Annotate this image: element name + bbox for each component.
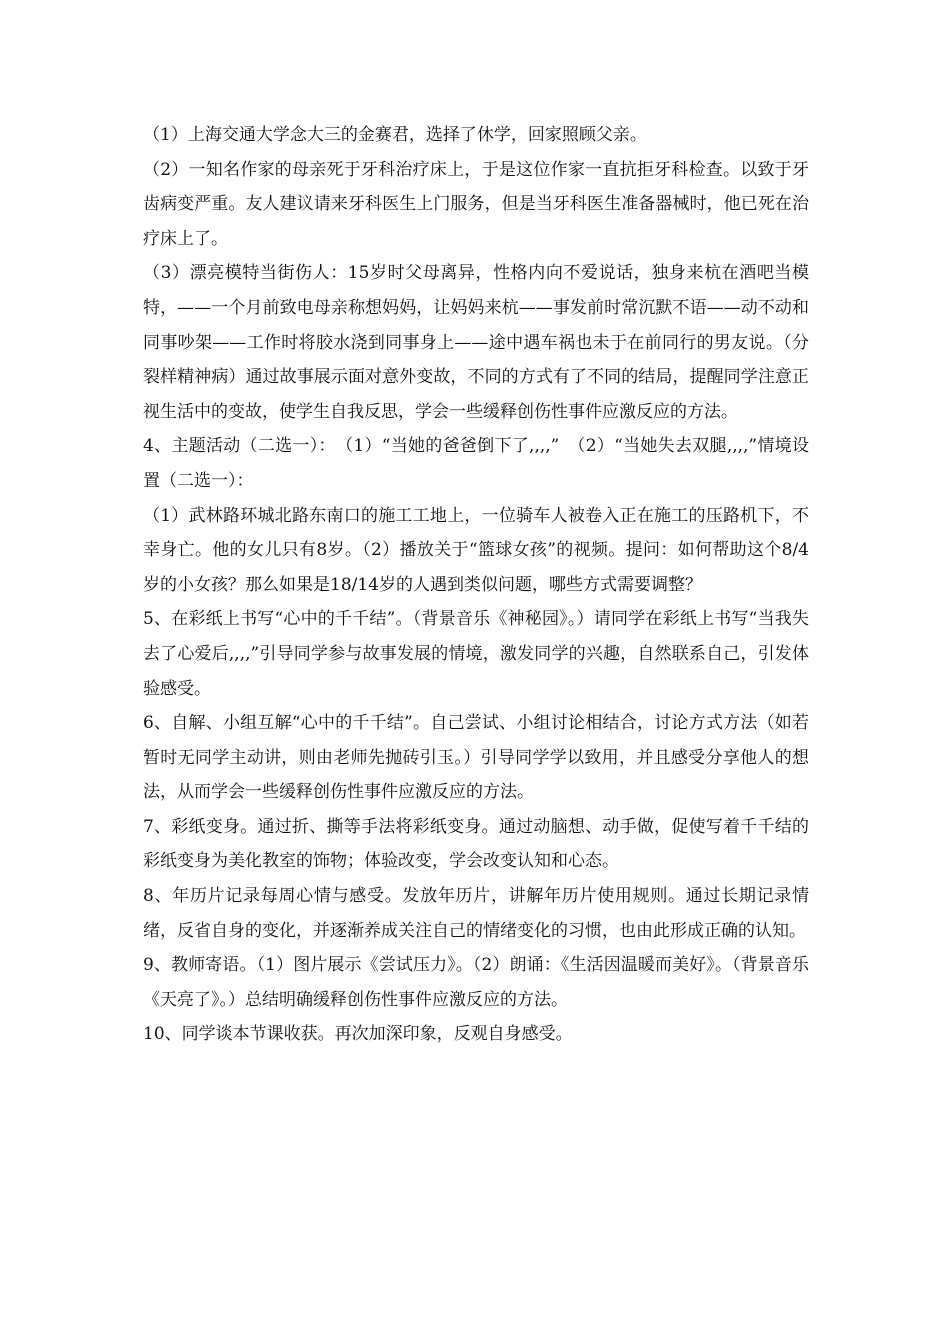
document-body	[143, 118, 809, 1052]
paragraph-case-2: （2）一知名作家的母亲死于牙科治疗床上，于是这位作家一直抗拒牙科检查。以致于牙齿病变严重。友人建议请来牙科医生上门服务，但是当牙科医生准备器械时，他已死在治疗床上了。	[143, 159, 809, 249]
paragraph-case-3: （3）漂亮模特当街伤人：15岁时父母离异，性格内向不爱说话，独身来杭在酒吧当模特，——一个月前致电母亲称想妈妈，让妈妈来杭——事发前时常沉默不语——动不动和同事吵架——工作时将胶水浇到同事身上——途中遇车祸也未于在前同行的男友说。（分裂样精神病）通过故事展示面对意外变故，不同的方式有了不同的结局，提醒同学注意正视生活中的变故，使学生自我反思，学会一些缓释创伤性事件应激反应的方法。	[143, 263, 809, 422]
paragraph-step-10: 10、同学谈本节课收获。再次加深印象，反观自身感受。	[143, 1024, 573, 1045]
paragraph-step-9: 9、教师寄语。（1）图片展示《尝试压力》。（2）朗诵：《生活因温暖而美好》。（背景音乐《天亮了》。）总结明确缓释创伤性事件应激反应的方法。	[143, 955, 809, 1010]
paragraph-step-6: 6、自解、小组互解“心中的千千结”。自己尝试、小组讨论相结合，讨论方式方法（如若暂时无同学主动讲，则由老师先抛砖引玉。）引导同学学以致用，并且感受分享他人的想法，从而学会一些缓释创伤性事件应激反应的方法。	[143, 713, 809, 803]
paragraph-scenario: （1）武林路环城北路东南口的施工工地上，一位骑车人被卷入正在施工的压路机下，不幸身亡。他的女儿只有8岁。（2）播放关于“篮球女孩”的视频。提问：如何帮助这个8/4岁的小女孩？那么如果是18/14岁的人遇到类似问题，哪些方式需要调整？	[143, 505, 809, 595]
paragraph-case-1: （1）上海交通大学念大三的金赛君，选择了休学，回家照顾父亲。	[143, 125, 647, 145]
paragraph-step-8: 8、年历片记录每周心情与感受。发放年历片，讲解年历片使用规则。通过长期记录情绪，反省自身的变化，并逐渐养成关注自己的情绪变化的习惯，也由此形成正确的认知。	[143, 886, 809, 941]
paragraph-step-7: 7、彩纸变身。通过折、撕等手法将彩纸变身。通过动脑想、动手做，促使写着千千结的彩纸变身为美化教室的饰物；体验改变，学会改变认知和心态。	[143, 816, 809, 872]
paragraph-step-4: 4、主题活动（二选一）： （1）“当她的爸爸倒下了,,,,” （2）“当她失去双腿,,,,”情境设置（二选一）：	[143, 436, 809, 491]
paragraph-step-5: 5、在彩纸上书写“心中的千千结”。（背景音乐《神秘园》。）请同学在彩纸上书写“当我失去了心爱后,,,,”引导同学参与故事发展的情境，激发同学的兴趣，自然联系自己，引发体验感受。	[143, 609, 809, 699]
